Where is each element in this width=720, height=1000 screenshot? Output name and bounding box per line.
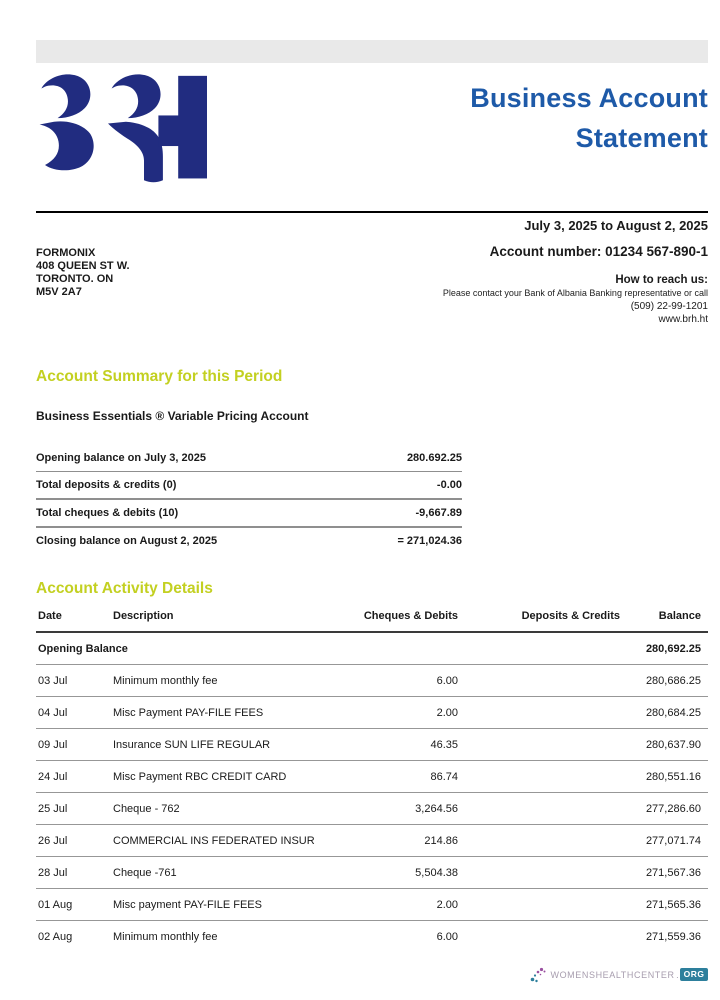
brh-bank-logo-icon <box>36 72 216 185</box>
cell-credit <box>458 889 620 921</box>
table-row <box>36 921 708 953</box>
cell-debit: 86.74 <box>358 761 458 793</box>
opening-balance-label: Opening Balance <box>36 632 358 665</box>
activity-header-row <box>36 606 708 632</box>
watermark-separator: . <box>676 969 679 980</box>
address-line: M5V 2A7 <box>36 286 82 298</box>
cell-credit <box>458 793 620 825</box>
opening-balance-value: 280,692.25 <box>620 632 708 665</box>
column-header-date: Date <box>36 606 113 632</box>
table-row <box>36 665 708 697</box>
cell-date: 24 Jul <box>36 761 113 793</box>
address-line: 408 QUEEN ST W. <box>36 260 130 272</box>
cell-debit: 46.35 <box>358 729 458 761</box>
column-header-balance: Balance <box>620 606 708 632</box>
summary-label: Total deposits & credits (0) <box>36 472 350 500</box>
summary-row-closing <box>36 527 462 554</box>
account-info-row <box>36 244 708 325</box>
summary-label: Closing balance on August 2, 2025 <box>36 535 218 547</box>
cell-date: 01 Aug <box>36 889 113 921</box>
summary-value: 280.692.25 <box>350 445 462 472</box>
table-row <box>36 857 708 889</box>
cell-credit <box>458 761 620 793</box>
cell-balance: 271,567.36 <box>620 857 708 889</box>
watermark-dots-icon <box>530 966 547 983</box>
cell-date: 03 Jul <box>36 665 113 697</box>
cell-description: Minimum monthly fee <box>113 930 218 943</box>
cell-description: Insurance SUN LIFE REGULAR <box>113 729 358 761</box>
table-row <box>36 825 708 857</box>
table-row <box>36 697 708 729</box>
page-title-line1: Business Account <box>470 83 708 113</box>
summary-row-opening <box>36 445 462 472</box>
bank-website-link[interactable]: www.brh.ht <box>658 314 708 325</box>
cell-description: COMMERCIAL INS FEDERATED INSUR <box>113 825 358 857</box>
cell-balance: 280,637.90 <box>620 729 708 761</box>
cell-credit <box>458 729 620 761</box>
cell-balance: 277,286.60 <box>620 793 708 825</box>
cell-credit <box>458 825 620 857</box>
watermark-text: WOMENSHEALTHCENTER <box>550 969 675 980</box>
statement-period: July 3, 2025 to August 2, 2025 <box>524 218 708 233</box>
contact-phone: (509) 22-99-1201 <box>630 300 708 312</box>
cell-date: 28 Jul <box>36 857 113 889</box>
address-line: TORONTO. ON <box>36 273 114 285</box>
summary-value: -9,667.89 <box>350 499 462 527</box>
summary-row-debits <box>36 499 462 527</box>
customer-address-block <box>36 244 130 325</box>
table-row <box>36 889 708 921</box>
cell-debit: 5,504.38 <box>358 857 458 889</box>
account-activity-heading: Account Activity Details <box>36 580 213 597</box>
cell-debit: 6.00 <box>436 930 458 943</box>
header-divider-rule <box>36 211 708 213</box>
cell-balance: 271,559.36 <box>645 930 701 943</box>
cell-debit: 3,264.56 <box>358 793 458 825</box>
cell-debit: 2.00 <box>358 697 458 729</box>
cell-credit <box>458 857 620 889</box>
cell-balance: 280,551.16 <box>620 761 708 793</box>
cell-description: Misc payment PAY-FILE FEES <box>113 889 358 921</box>
cell-credit <box>458 665 620 697</box>
statement-header <box>36 72 708 185</box>
cell-date: 25 Jul <box>36 793 113 825</box>
summary-value: = 271,024.36 <box>397 535 462 547</box>
cell-balance: 280,684.25 <box>620 697 708 729</box>
cell-date: 09 Jul <box>36 729 113 761</box>
cell-description: Minimum monthly fee <box>113 665 358 697</box>
cell-debit: 6.00 <box>358 665 458 697</box>
table-row <box>36 761 708 793</box>
summary-label: Opening balance on July 3, 2025 <box>36 445 350 472</box>
column-header-deposits-credits: Deposits & Credits <box>458 606 620 632</box>
table-row <box>36 729 708 761</box>
table-row-opening-balance <box>36 632 708 665</box>
page-title <box>470 72 708 185</box>
account-summary-table <box>36 445 462 554</box>
cell-credit <box>458 921 620 953</box>
watermark-link[interactable] <box>530 966 708 983</box>
cell-description: Cheque -761 <box>113 857 358 889</box>
address-line: FORMONIX <box>36 247 96 259</box>
cell-debit: 2.00 <box>358 889 458 921</box>
contact-block <box>443 244 708 325</box>
watermark-tld-badge: ORG <box>680 968 708 982</box>
contact-note: Please contact your Bank of Albania Banking representative or call <box>442 288 708 298</box>
column-header-cheques-debits: Cheques & Debits <box>358 606 458 632</box>
cell-credit <box>458 697 620 729</box>
column-header-description: Description <box>113 606 358 632</box>
page-title-line2: Statement <box>575 123 708 153</box>
summary-label: Total cheques & debits (10) <box>36 499 350 527</box>
summary-row-deposits <box>36 472 462 500</box>
how-to-reach-us-heading: How to reach us: <box>615 274 708 286</box>
account-number: Account number: 01234 567-890-1 <box>489 244 708 259</box>
cell-description: Cheque - 762 <box>113 793 358 825</box>
cell-description: Misc Payment RBC CREDIT CARD <box>113 761 358 793</box>
account-activity-table <box>36 606 708 952</box>
summary-value: -0.00 <box>350 472 462 500</box>
cell-description: Misc Payment PAY-FILE FEES <box>113 697 358 729</box>
cell-date: 04 Jul <box>36 697 113 729</box>
cell-date: 26 Jul <box>36 825 113 857</box>
cell-balance: 271,565.36 <box>620 889 708 921</box>
cell-debit: 214.86 <box>358 825 458 857</box>
cell-balance: 280,686.25 <box>620 665 708 697</box>
top-gray-bar <box>36 40 708 63</box>
cell-date: 02 Aug <box>38 930 73 943</box>
account-summary-heading: Account Summary for this Period <box>36 368 283 385</box>
table-row <box>36 793 708 825</box>
cell-balance: 277,071.74 <box>620 825 708 857</box>
account-type-label: Business Essentials ® Variable Pricing Account <box>36 409 309 423</box>
